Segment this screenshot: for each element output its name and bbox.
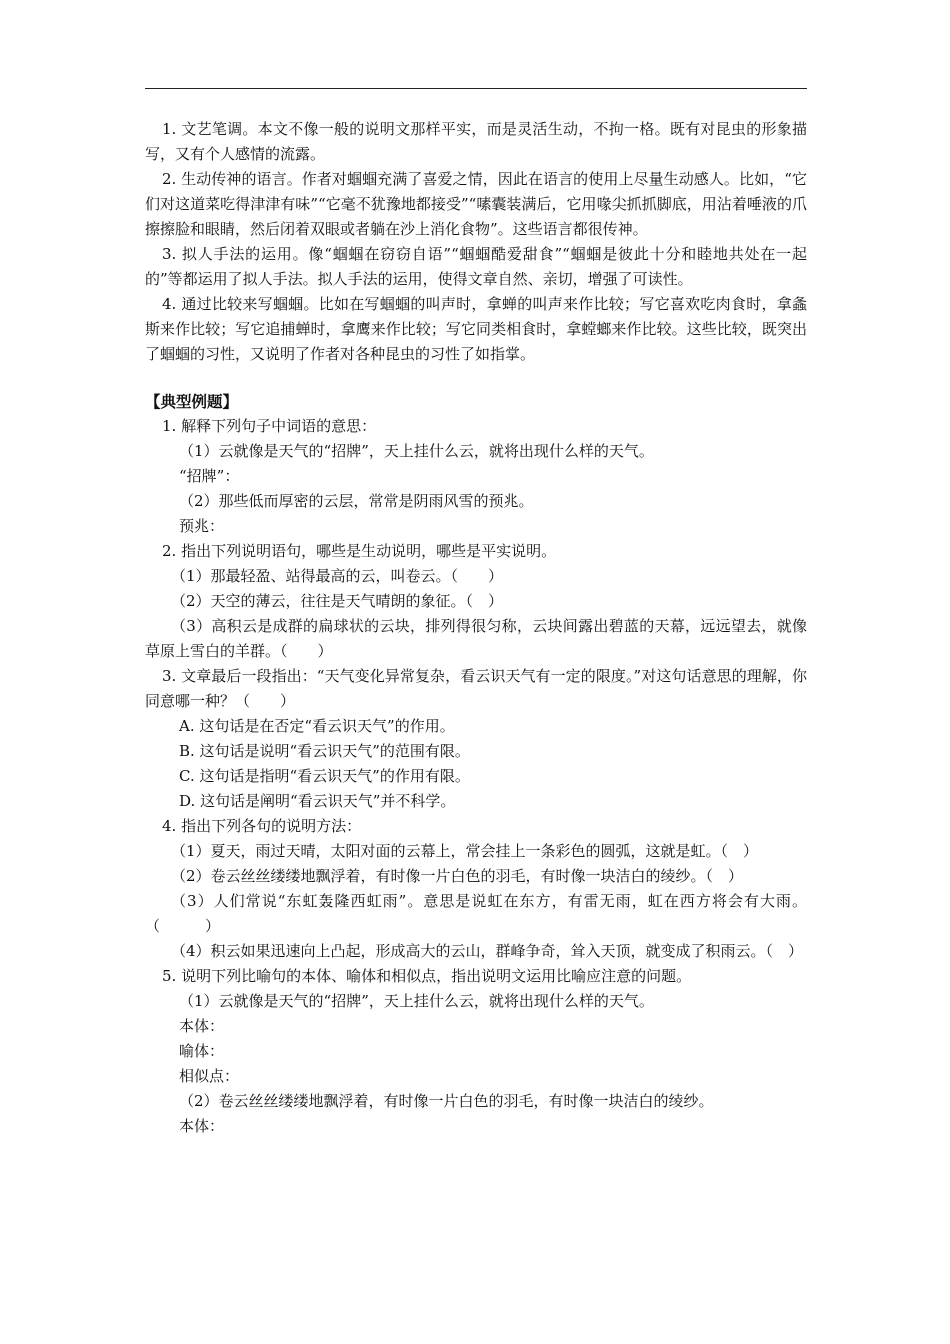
question-5-xiangsi-1: 相似点： <box>179 1067 240 1085</box>
analysis-paragraph-2: 2. 生动传神的语言。作者对蝈蝈充满了喜爱之情，因此在语言的使用上尽量生动感人。比如，“它们对这道菜吃得津津有味”“它毫不犹豫地都接受”“嗉囊装满后，它用喙尖抓抓脚底，用沾着唾液的爪擦擦脸和眼睛，然后闭着双眼或者躺在沙上消化食物”。这些语言都很传神。 <box>145 170 807 238</box>
question-2-sentence-2: （2）天空的薄云，往往是天气晴朗的象征。（ ） <box>171 592 504 610</box>
question-1-sentence-2: （2）那些低而厚密的云层，常常是阴雨风雪的预兆。 <box>179 492 534 510</box>
question-1-stem: 1. 解释下列句子中词语的意思： <box>162 417 377 435</box>
question-4-sentence-3: （3）人们常说“东虹轰隆西虹雨”。意思是说虹在东方，有雷无雨，虹在西方将会有大雨。（ ） <box>145 892 807 935</box>
question-1-answer-1: “招牌”： <box>179 467 240 485</box>
question-5-sentence-1: （1）云就像是天气的“招牌”，天上挂什么云，就将出现什么样的天气。 <box>179 992 654 1010</box>
question-5-benti-2: 本体： <box>179 1117 225 1135</box>
question-5-stem: 5. 说明下列比喻句的本体、喻体和相似点，指出说明文运用比喻应注意的问题。 <box>162 967 692 985</box>
section-title: 【典型例题】 <box>145 392 239 411</box>
question-4-sentence-4: （4）积云如果迅速向上凸起，形成高大的云山，群峰争奇，耸入天顶，就变成了积雨云。（ ） <box>171 942 804 960</box>
question-4-sentence-2: （2）卷云丝丝缕缕地飘浮着，有时像一片白色的羽毛，有时像一块洁白的绫纱。（ ） <box>171 867 744 885</box>
question-4-stem: 4. 指出下列各句的说明方法： <box>162 817 362 835</box>
document-body <box>145 117 807 1139</box>
question-2-sentence-3: （3）高积云是成群的扁球状的云块，排列得很匀称，云块间露出碧蓝的天幕，远远望去，就像草原上雪白的羊群。（ ） <box>145 617 807 660</box>
question-5-yuti-1: 喻体： <box>179 1042 225 1060</box>
header-rule <box>145 88 807 89</box>
question-3-stem: 3. 文章最后一段指出：“天气变化异常复杂，看云识天气有一定的限度。”对这句话意思的理解，你同意哪一种？（ ） <box>145 667 807 710</box>
question-3-option-a: A. 这句话是在否定“看云识天气”的作用。 <box>179 717 455 735</box>
question-2-stem: 2. 指出下列说明语句，哪些是生动说明，哪些是平实说明。 <box>162 542 557 560</box>
question-3-option-c: C. 这句话是指明“看云识天气”的作用有限。 <box>179 767 470 785</box>
analysis-paragraph-3: 3. 拟人手法的运用。像“蝈蝈在窃窃自语”“蝈蝈酷爱甜食”“蝈蝈是彼此十分和睦地共处在一起的”等都运用了拟人手法。拟人手法的运用，使得文章自然、亲切，增强了可读性。 <box>145 245 807 288</box>
question-1-answer-2: 预兆： <box>179 517 225 535</box>
question-4-sentence-1: （1）夏天，雨过天晴，太阳对面的云幕上，常会挂上一条彩色的圆弧，这就是虹。（ ） <box>171 842 759 860</box>
question-5-sentence-2: （2）卷云丝丝缕缕地飘浮着，有时像一片白色的羽毛，有时像一块洁白的绫纱。 <box>179 1092 714 1110</box>
analysis-paragraph-4: 4. 通过比较来写蝈蝈。比如在写蝈蝈的叫声时，拿蝉的叫声来作比较；写它喜欢吃肉食时，拿螽斯来作比较；写它追捕蝉时，拿鹰来作比较；写它同类相食时，拿螳螂来作比较。这些比较，既突出了蝈蝈的习性，又说明了作者对各种昆虫的习性了如指掌。 <box>145 295 807 363</box>
question-5-benti-1: 本体： <box>179 1017 225 1035</box>
analysis-paragraph-1: 1. 文艺笔调。本文不像一般的说明文那样平实，而是灵活生动，不拘一格。既有对昆虫的形象描写，又有个人感情的流露。 <box>145 120 807 163</box>
question-3-option-b: B. 这句话是说明“看云识天气”的范围有限。 <box>179 742 470 760</box>
question-2-sentence-1: （1）那最轻盈、站得最高的云，叫卷云。（ ） <box>171 567 504 585</box>
question-1-sentence-1: （1）云就像是天气的“招牌”，天上挂什么云，就将出现什么样的天气。 <box>179 442 654 460</box>
question-3-option-d: D. 这句话是阐明“看云识天气”并不科学。 <box>179 792 456 810</box>
